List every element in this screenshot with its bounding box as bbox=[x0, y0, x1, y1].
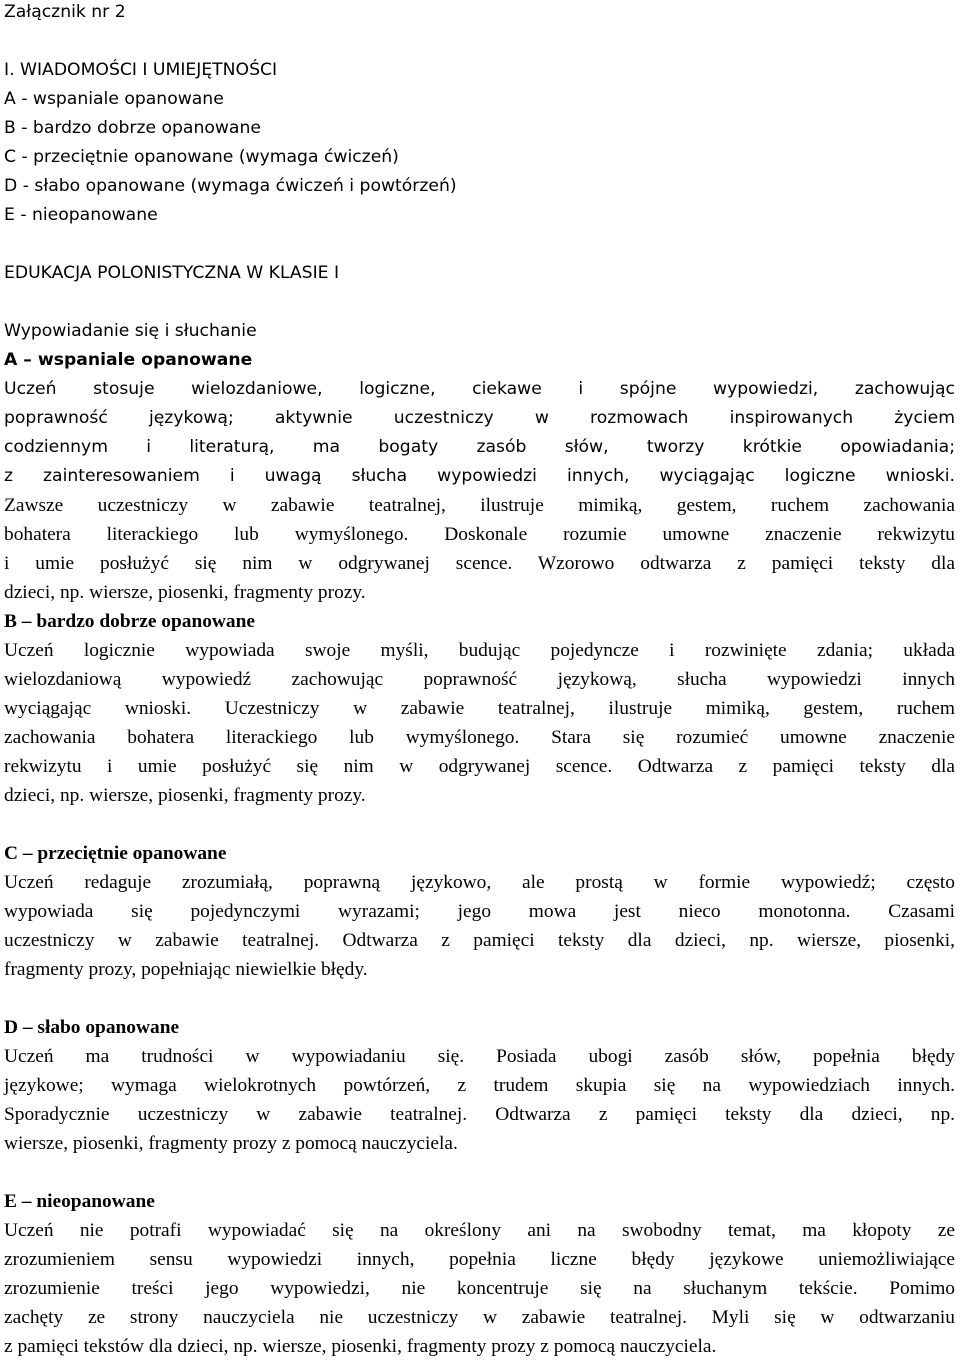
level-c-line: uczestniczy w zabawie teatralnej. Odtwarza z pamięci teksty dla dzieci, np. wiersze, piosenki, bbox=[4, 930, 955, 951]
level-a-line: poprawność językową; aktywnie uczestniczy w rozmowach inspirowanych życiem bbox=[4, 408, 955, 428]
level-a-line: z zainteresowaniem i uwagą słucha wypowiedzi innych, wyciągając logiczne wnioski. bbox=[4, 466, 955, 486]
scale-item-a: A - wspaniale opanowane bbox=[4, 89, 224, 109]
level-b-section bbox=[4, 607, 955, 810]
level-a-line: Zawsze uczestniczy w zabawie teatralnej, ilustruje mimiką, gestem, ruchem zachowania bbox=[4, 495, 955, 516]
level-c-section bbox=[4, 839, 955, 984]
level-d-line: językowe; wymaga wielokrotnych powtórzeń, z trudem skupia się na wypowiedziach innych. bbox=[4, 1075, 955, 1096]
level-c-heading: C – przeciętnie opanowane bbox=[4, 843, 227, 864]
level-a-line: Uczeń stosuje wielozdaniowe, logiczne, ciekawe i spójne wypowiedzi, zachowując bbox=[4, 379, 955, 399]
scale-item-c: C - przeciętnie opanowane (wymaga ćwiczeń) bbox=[4, 147, 399, 167]
scale-item-e: E - nieopanowane bbox=[4, 205, 158, 225]
level-a-line: dzieci, np. wiersze, piosenki, fragmenty prozy. bbox=[4, 582, 366, 603]
level-a-line: codziennym i literaturą, ma bogaty zasób słów, tworzy krótkie opowiadania; bbox=[4, 437, 955, 457]
level-e-line: zrozumieniem sensu wypowiedzi innych, popełnia liczne błędy językowe uniemożliwiające bbox=[4, 1249, 955, 1270]
topic-heading: Wypowiadanie się i słuchanie bbox=[4, 321, 257, 341]
level-d-line: Sporadycznie uczestniczy w zabawie teatralnej. Odtwarza z pamięci teksty dla dzieci, np. bbox=[4, 1104, 955, 1125]
spacer bbox=[4, 984, 955, 1013]
level-a-line: bohatera literackiego lub wymyślonego. Doskonale rozumie umowne znaczenie rekwizytu bbox=[4, 524, 955, 545]
level-a-line: i umie posłużyć się nim w odgrywanej scence. Wzorowo odtwarza z pamięci teksty dla bbox=[4, 553, 955, 574]
level-c-line: wypowiada się pojedynczymi wyrazami; jego mowa jest nieco monotonna. Czasami bbox=[4, 901, 955, 922]
level-d-heading: D – słabo opanowane bbox=[4, 1017, 180, 1038]
level-d-section bbox=[4, 1013, 955, 1158]
level-a-section bbox=[4, 346, 955, 607]
level-b-line: Uczeń logicznie wypowiada swoje myśli, budując pojedyncze i rozwinięte zdania; układa bbox=[4, 640, 955, 661]
level-b-line: rekwizytu i umie posłużyć się nim w odgrywanej scence. Odtwarza z pamięci teksty dla bbox=[4, 756, 955, 777]
level-b-line: wyciągając wnioski. Uczestniczy w zabawie teatralnej, ilustruje mimiką, gestem, ruchem bbox=[4, 698, 955, 719]
level-c-line: Uczeń redaguje zrozumiałą, poprawną językowo, ale prostą w formie wypowiedź; często bbox=[4, 872, 955, 893]
spacer bbox=[4, 27, 955, 56]
section-title: I. WIADOMOŚCI I UMIEJĘTNOŚCI bbox=[4, 60, 278, 80]
level-e-line: Uczeń nie potrafi wypowiadać się na określony ani na swobodny temat, ma kłopoty ze bbox=[4, 1220, 955, 1241]
attachment-label: Załącznik nr 2 bbox=[4, 2, 126, 22]
level-c-line: fragmenty prozy, popełniając niewielkie błędy. bbox=[4, 959, 368, 980]
subject-title: EDUKACJA POLONISTYCZNA W KLASIE I bbox=[4, 263, 340, 283]
level-d-line: wiersze, piosenki, fragmenty prozy z pomocą nauczyciela. bbox=[4, 1133, 458, 1154]
scale-list bbox=[4, 85, 955, 230]
spacer bbox=[4, 810, 955, 839]
spacer bbox=[4, 230, 955, 259]
level-b-line: dzieci, np. wiersze, piosenki, fragmenty prozy. bbox=[4, 785, 366, 806]
scale-item-b: B - bardzo dobrze opanowane bbox=[4, 118, 261, 138]
level-e-line: zrozumienie treści jego wypowiedzi, nie koncentruje się na słuchanym tekście. Pomimo bbox=[4, 1278, 955, 1299]
spacer bbox=[4, 288, 955, 317]
level-e-heading: E – nieopanowane bbox=[4, 1191, 155, 1212]
level-d-line: Uczeń ma trudności w wypowiadaniu się. Posiada ubogi zasób słów, popełnia błędy bbox=[4, 1046, 955, 1067]
spacer bbox=[4, 1158, 955, 1187]
level-b-heading: B – bardzo dobrze opanowane bbox=[4, 611, 256, 632]
level-b-line: wielozdaniową wypowiedź zachowując poprawność językową, słucha wypowiedzi innych bbox=[4, 669, 955, 690]
level-b-line: zachowania bohatera literackiego lub wymyślonego. Stara się rozumieć umowne znaczenie bbox=[4, 727, 955, 748]
level-e-line: zachęty ze strony nauczyciela nie uczestniczy w zabawie teatralnej. Myli się w odtwarzaniu bbox=[4, 1307, 955, 1328]
scale-item-d: D - słabo opanowane (wymaga ćwiczeń i powtórzeń) bbox=[4, 176, 457, 196]
level-e-line: z pamięci tekstów dla dzieci, np. wiersze, piosenki, fragmenty prozy z pomocą nauczyciela. bbox=[4, 1336, 717, 1357]
level-a-heading: A – wspaniale opanowane bbox=[4, 350, 253, 370]
level-e-section bbox=[4, 1187, 955, 1361]
document-page bbox=[4, 0, 955, 1361]
